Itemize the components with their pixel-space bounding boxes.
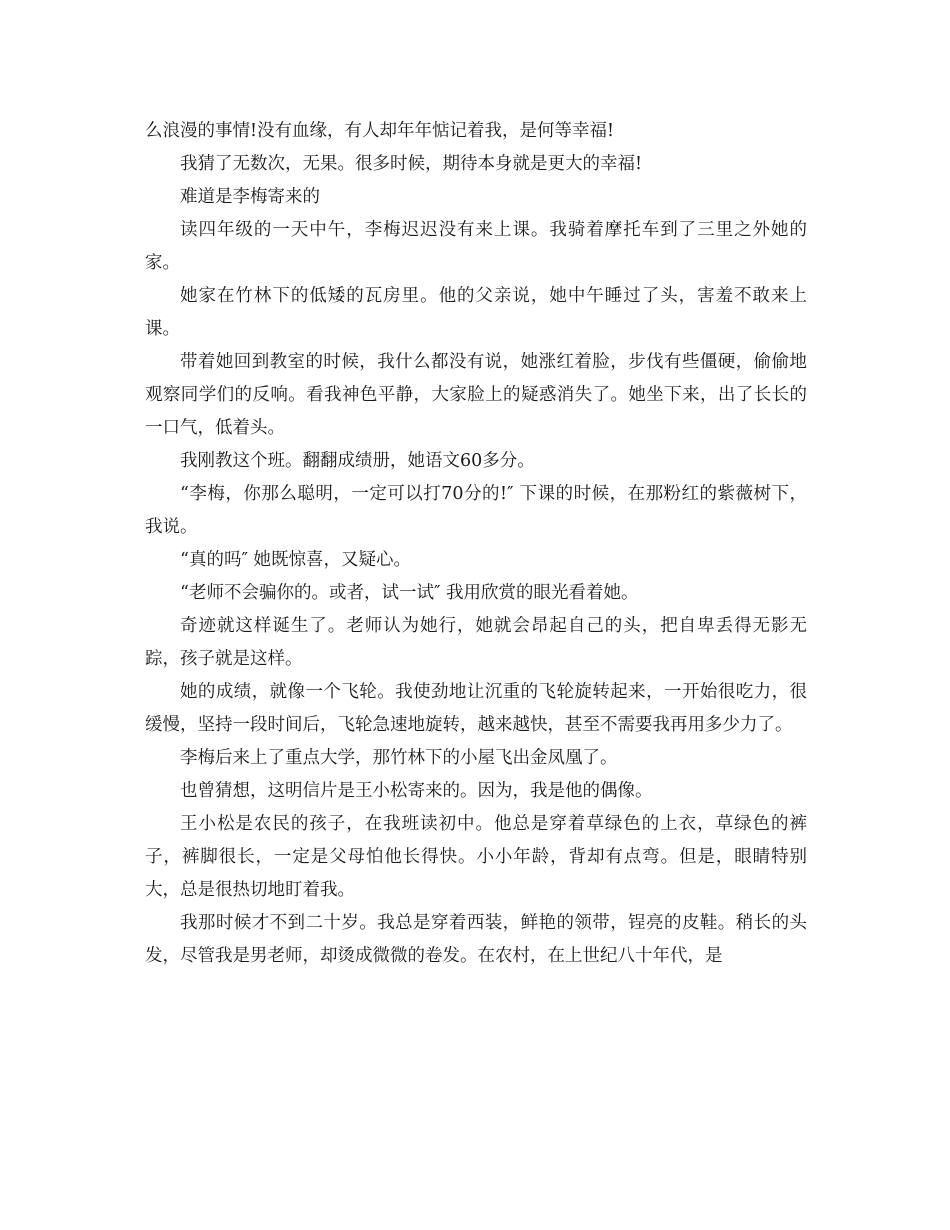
paragraph: 也曾猜想，这明信片是王小松寄来的。因为，我是他的偶像。 — [180, 781, 653, 801]
paragraph: 王小松是农民的孩子，在我班读初中。他总是穿着草绿色的上衣，草绿色的裤子，裤脚很长，一定是父母怕他长得快。小小年龄，背却有点弯。但是，眼睛特别大，总是很热切地盯着我。 — [145, 814, 807, 900]
paragraph: “李梅，你那么聪明，一定可以打70分的!″ 下课的时候，在那粉红的紫薇树下，我说。 — [145, 484, 807, 537]
paragraph: 她家在竹林下的低矮的瓦房里。他的父亲说，她中午睡过了头，害羞不敢来上课。 — [145, 286, 807, 339]
paragraph: 她的成绩，就像一个飞轮。我使劲地让沉重的飞轮旋转起来，一开始很吃力，很缓慢，坚持一段时间后，飞轮急速地旋转，越来越快，甚至不需要我再用多少力了。 — [145, 682, 807, 735]
paragraph: 我那时候才不到二十岁。我总是穿着西装，鲜艳的领带，锃亮的皮鞋。稍长的头发，尽管我是男老师，却烫成微微的卷发。在农村，在上世纪八十年代，是 — [145, 913, 807, 966]
paragraph: 我刚教这个班。翻翻成绩册，她语文60多分。 — [180, 451, 535, 471]
section-heading: 难道是李梅寄来的 — [180, 187, 320, 207]
paragraph: 带着她回到教室的时候，我什么都没有说，她涨红着脸，步伐有些僵硬，偷偷地观察同学们的反响。看我神色平静，大家脸上的疑惑消失了。她坐下来，出了长长的一口气，低着头。 — [145, 352, 807, 438]
paragraph: 李梅后来上了重点大学，那竹林下的小屋飞出金凤凰了。 — [180, 748, 618, 768]
paragraph: 我猜了无数次，无果。很多时候，期待本身就是更大的幸福! — [180, 154, 643, 174]
paragraph: “真的吗″ 她既惊喜，又疑心。 — [180, 550, 412, 570]
paragraph: 么浪漫的事情!没有血缘，有人却年年惦记着我，是何等幸福! — [145, 121, 615, 141]
paragraph: 奇迹就这样诞生了。老师认为她行，她就会昂起自己的头，把自卑丢得无影无踪，孩子就是这样。 — [145, 616, 807, 669]
paragraph: “老师不会骗你的。或者，试一试″ 我用欣赏的眼光看着她。 — [180, 583, 639, 603]
document-body — [145, 115, 807, 973]
paragraph: 读四年级的一天中午，李梅迟迟没有来上课。我骑着摩托车到了三里之外她的家。 — [145, 220, 807, 273]
